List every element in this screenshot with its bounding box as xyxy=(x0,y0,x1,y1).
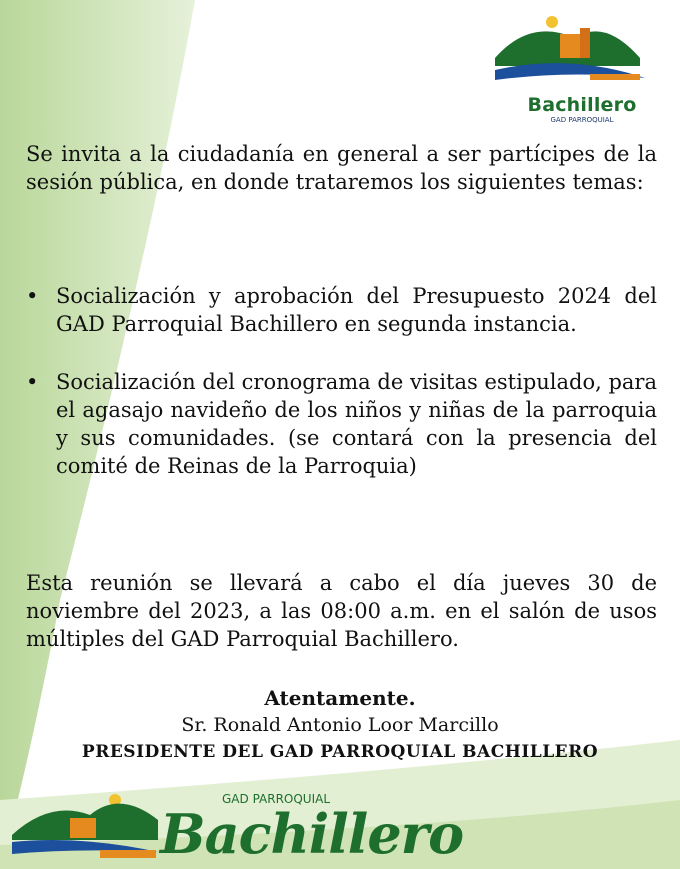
signature-block xyxy=(0,685,680,766)
topic-text: Socialización del cronograma de visitas estipulado, para el agasajo navideño de los niños y niñas de la parroquia y sus comunidades. (se contará con la presencia del comité de Reinas de la Parroquia) xyxy=(56,370,657,478)
bullet: • xyxy=(26,370,39,394)
logo-bottom-subtitle: GAD PARROQUIAL xyxy=(222,792,331,806)
logo-top xyxy=(490,8,650,130)
logo-top-subtitle: GAD PARROQUIAL xyxy=(550,116,614,124)
closing: Atentamente. xyxy=(264,686,416,710)
list-item xyxy=(26,368,657,480)
topics-list xyxy=(26,282,657,480)
meeting-paragraph: Esta reunión se llevará a cabo el día jueves 30 de noviembre del 2023, a las 08:00 a.m. en el salón de usos múltiples del GAD Parroquial Bachillero. xyxy=(26,571,657,651)
logo-bottom-emblem xyxy=(10,780,160,869)
intro-paragraph: Se invita a la ciudadanía en general a ser partícipes de la sesión pública, en donde trataremos los siguientes temas: xyxy=(26,142,657,194)
logo-bottom-name: Bachillero xyxy=(160,802,464,866)
list-item xyxy=(26,282,657,338)
logo-top-name: Bachillero xyxy=(527,94,637,116)
signer-name: Sr. Ronald Antonio Loor Marcillo xyxy=(181,714,499,736)
logo-bottom xyxy=(10,780,464,869)
logo-top-emblem xyxy=(490,8,650,98)
topic-text: Socialización y aprobación del Presupuesto 2024 del GAD Parroquial Bachillero en segunda instancia. xyxy=(56,284,657,336)
signer-title: PRESIDENTE DEL GAD PARROQUIAL BACHILLERO xyxy=(81,742,599,762)
bullet: • xyxy=(26,284,39,308)
